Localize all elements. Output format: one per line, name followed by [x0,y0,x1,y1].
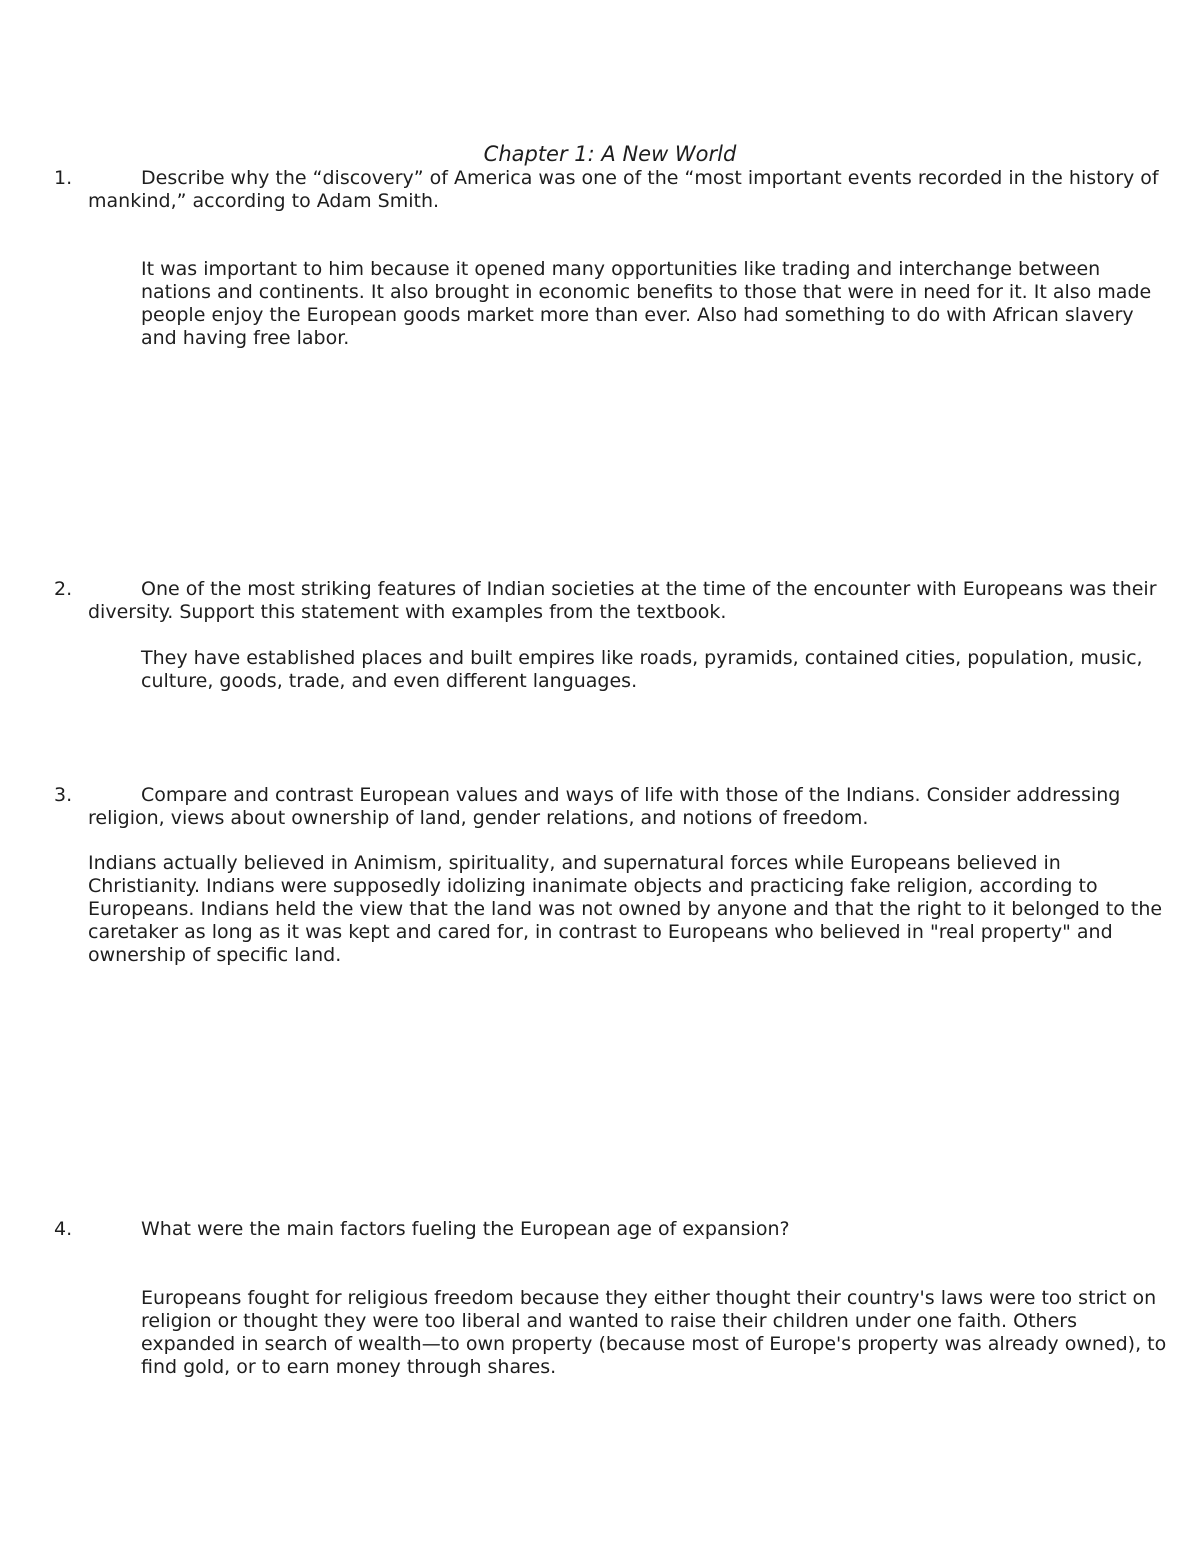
question-2 [54,578,1173,624]
question-number: 4. [54,1218,73,1240]
question-prompt: Compare and contrast European values and ways of life with those of the Indians. Consider addressing religion, views about ownership of land, gender relations, and notions of freedom. [88,784,1121,829]
answer-4: Europeans fought for religious freedom because they either thought their country's laws were too strict on religion or thought they were too liberal and wanted to raise their children under one faith. Others expanded in search of wealth—to own property (because most of Europe's property was already owned), to find gold, or to earn money through shares. [141,1287,1167,1378]
answer-3: Indians actually believed in Animism, spirituality, and supernatural forces while Europeans believed in Christianity. Indians were supposedly idolizing inanimate objects and practicing fake religion, according to Europeans. Indians held the view that the land was not owned by anyone and that the right to it belonged to the caretaker as long as it was kept and cared for, in contrast to Europeans who believed in "real property" and ownership of specific land. [88,852,1163,966]
answer-2: They have established places and built empires like roads, pyramids, contained cities, population, music, culture, goods, trade, and even different languages. [141,647,1143,692]
question-number: 3. [54,784,73,806]
answer-1: It was important to him because it opened many opportunities like trading and interchange between nations and continents. It also brought in economic benefits to those that were in need for it. It also made people enjoy the European goods market more than ever. Also had something to do with African slavery and having free labor. [141,258,1152,349]
question-1 [54,167,1173,213]
question-number: 1. [54,167,73,189]
question-3 [54,784,1173,830]
question-prompt: One of the most striking features of Indian societies at the time of the encounter with Europeans was their diversity. Support this statement with examples from the textbook. [88,578,1157,623]
question-prompt: What were the main factors fueling the European age of expansion? [141,1218,790,1240]
question-4 [54,1218,1173,1241]
page-title: Chapter 1: A New World [483,142,737,166]
question-number: 2. [54,578,73,600]
question-prompt: Describe why the “discovery” of America was one of the “most important events recorded in the history of mankind,” according to Adam Smith. [88,167,1159,212]
